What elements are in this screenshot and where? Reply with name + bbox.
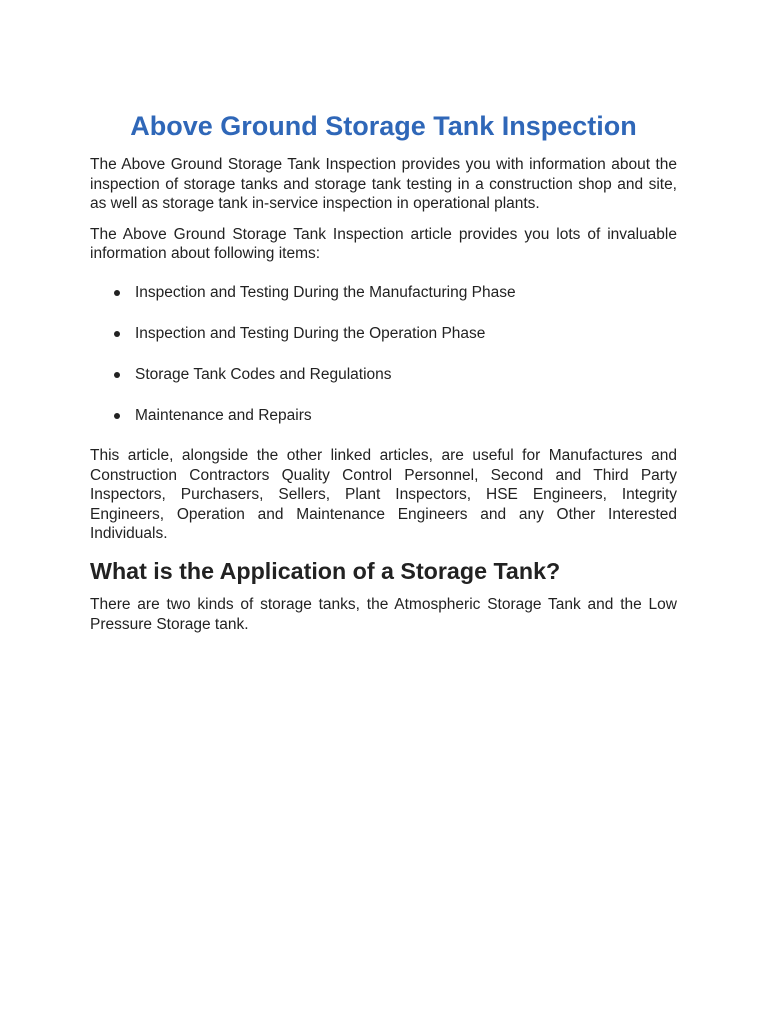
list-item (90, 406, 677, 426)
list-item (90, 365, 677, 385)
intro-paragraph: The Above Ground Storage Tank Inspection provides you with information about the inspection of storage tanks and storage tank testing in a construction shop and site, as well as storage tank in-service inspection in operational plants. (90, 156, 677, 212)
list-item-text: Inspection and Testing During the Manufacturing Phase (135, 283, 516, 301)
topic-list (90, 283, 677, 426)
bullet-icon (114, 331, 120, 337)
list-intro-paragraph: The Above Ground Storage Tank Inspection article provides you lots of invaluable information about following items: (90, 225, 677, 262)
bullet-icon (114, 372, 120, 378)
list-item (90, 283, 677, 303)
section-heading: What is the Application of a Storage Tank? (90, 557, 561, 584)
list-item (90, 324, 677, 344)
bullet-icon (114, 413, 120, 419)
list-item-text: Storage Tank Codes and Regulations (135, 365, 392, 383)
document-title: Above Ground Storage Tank Inspection (130, 111, 637, 141)
document-page (90, 0, 677, 634)
list-item-text: Maintenance and Repairs (135, 406, 312, 424)
section-body-paragraph: There are two kinds of storage tanks, the Atmospheric Storage Tank and the Low Pressure Storage tank. (90, 596, 677, 633)
bullet-icon (114, 290, 120, 296)
list-item-text: Inspection and Testing During the Operation Phase (135, 324, 486, 342)
audience-paragraph: This article, alongside the other linked articles, are useful for Manufactures and Construction Contractors Quality Control Personnel, Second and Third Party Inspectors, Purchasers, Sellers, Plant Inspectors, HSE Engineers, Integrity Engineers, Operation and Maintenance Engineers and any Other Interested Individuals. (90, 447, 677, 542)
